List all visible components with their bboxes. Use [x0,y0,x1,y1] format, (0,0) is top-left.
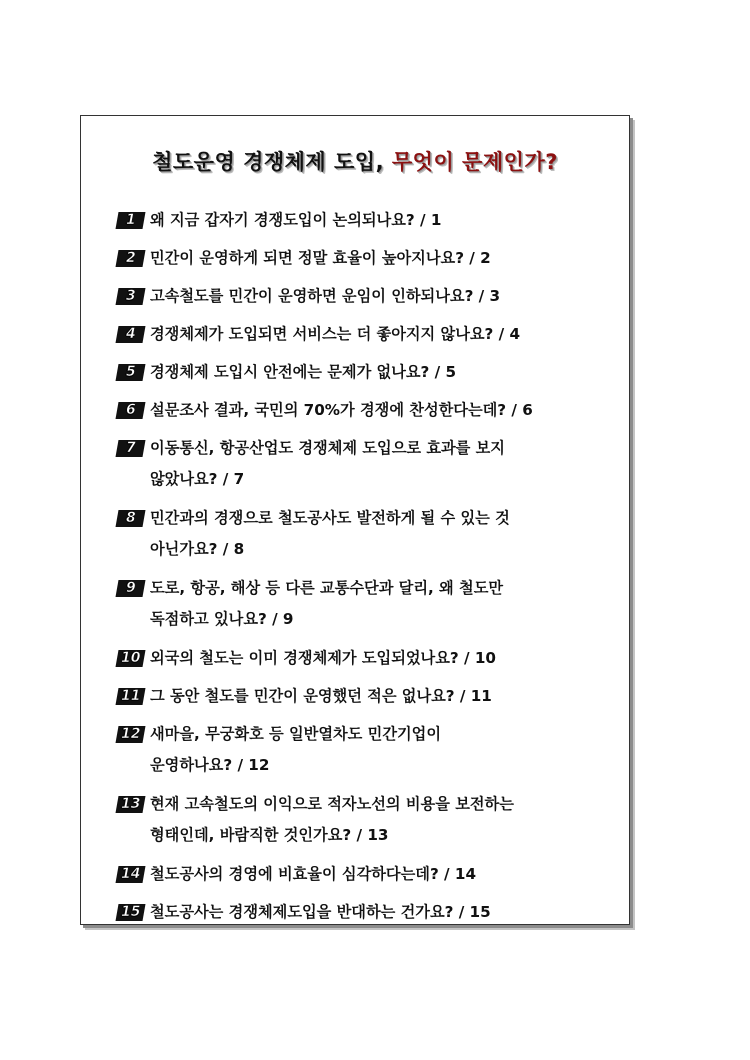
question-text-line: 이동통신, 항공산업도 경쟁체제 도입으로 효과를 보지 [150,439,505,457]
question-number: 2 [125,250,136,266]
question-number-badge [116,580,146,597]
question-text-line: 철도공사의 경영에 비효율이 심각하다는데? / 14 [150,865,477,883]
document-box [80,115,630,925]
question-number: 15 [120,904,141,920]
question-item [117,573,627,635]
question-number-badge [116,904,146,921]
question-number: 13 [120,796,141,812]
question-text-line: 아닌가요? / 8 [150,540,245,558]
question-text-line: 독점하고 있나요? / 9 [150,610,294,628]
question-item [117,319,627,350]
question-text-line: 철도공사는 경쟁체제도입을 반대하는 건가요? / 15 [150,903,491,921]
question-item [117,859,627,890]
question-number-badge [116,866,146,883]
question-text-line: 설문조사 결과, 국민의 70%가 경쟁에 찬성한다는데? / 6 [150,401,533,419]
question-item [117,719,627,781]
question-number-badge [116,510,146,527]
question-item [117,243,627,274]
question-number: 14 [120,866,141,882]
question-number-badge [116,688,146,705]
question-text-line: 경쟁체제 도입시 안전에는 문제가 없나요? / 5 [150,363,457,381]
page-title [81,146,629,176]
question-item [117,503,627,565]
question-number: 3 [125,288,136,304]
question-number: 6 [125,402,136,418]
question-number: 12 [120,726,141,742]
question-text-line: 외국의 철도는 이미 경쟁체제가 도입되었나요? / 10 [150,649,496,667]
question-number-badge [116,650,146,667]
question-number-badge [116,364,146,381]
question-number-badge [116,402,146,419]
question-item [117,643,627,674]
question-number: 5 [125,364,136,380]
question-text-line: 왜 지금 갑자기 경쟁도입이 논의되나요? / 1 [150,211,442,229]
question-text-line: 민간과의 경쟁으로 철도공사도 발전하게 될 수 있는 것 [150,509,510,527]
question-text-line: 고속철도를 민간이 운영하면 운임이 인하되나요? / 3 [150,287,501,305]
question-number-badge [116,326,146,343]
question-number-badge [116,440,146,457]
question-number-badge [116,796,146,813]
question-item [117,205,627,236]
question-number: 9 [125,580,136,596]
question-number-badge [116,212,146,229]
question-number-badge [116,288,146,305]
question-text-line: 새마을, 무궁화호 등 일반열차도 민간기업이 [150,725,441,743]
question-number: 1 [125,212,136,228]
question-item [117,357,627,388]
question-item [117,433,627,495]
title-part-2: 무엇이 문제인가? [391,150,558,174]
question-number: 7 [125,440,136,456]
question-text-line: 민간이 운영하게 되면 정말 효율이 높아지나요? / 2 [150,249,491,267]
question-text-line: 않았나요? / 7 [150,470,245,488]
question-number: 10 [120,650,141,666]
question-number: 4 [125,326,136,342]
title-part-1: 철도운영 경쟁체제 도입, [152,150,385,174]
question-text-line: 운영하나요? / 12 [150,756,270,774]
question-item [117,789,627,851]
question-text-line: 도로, 항공, 해상 등 다른 교통수단과 달리, 왜 철도만 [150,579,504,597]
question-number: 11 [120,688,141,704]
question-text-line: 현재 고속철도의 이익으로 적자노선의 비용을 보전하는 [150,795,514,813]
question-item [117,395,627,426]
question-item [117,681,627,712]
question-item [117,897,627,928]
question-number-badge [116,250,146,267]
question-text-line: 그 동안 철도를 민간이 운영했던 적은 없나요? / 11 [150,687,492,705]
question-text-line: 경쟁체제가 도입되면 서비스는 더 좋아지지 않나요? / 4 [150,325,521,343]
question-number-badge [116,726,146,743]
question-list [117,205,627,935]
question-number: 8 [125,510,136,526]
question-text-line: 형태인데, 바람직한 것인가요? / 13 [150,826,389,844]
question-item [117,281,627,312]
